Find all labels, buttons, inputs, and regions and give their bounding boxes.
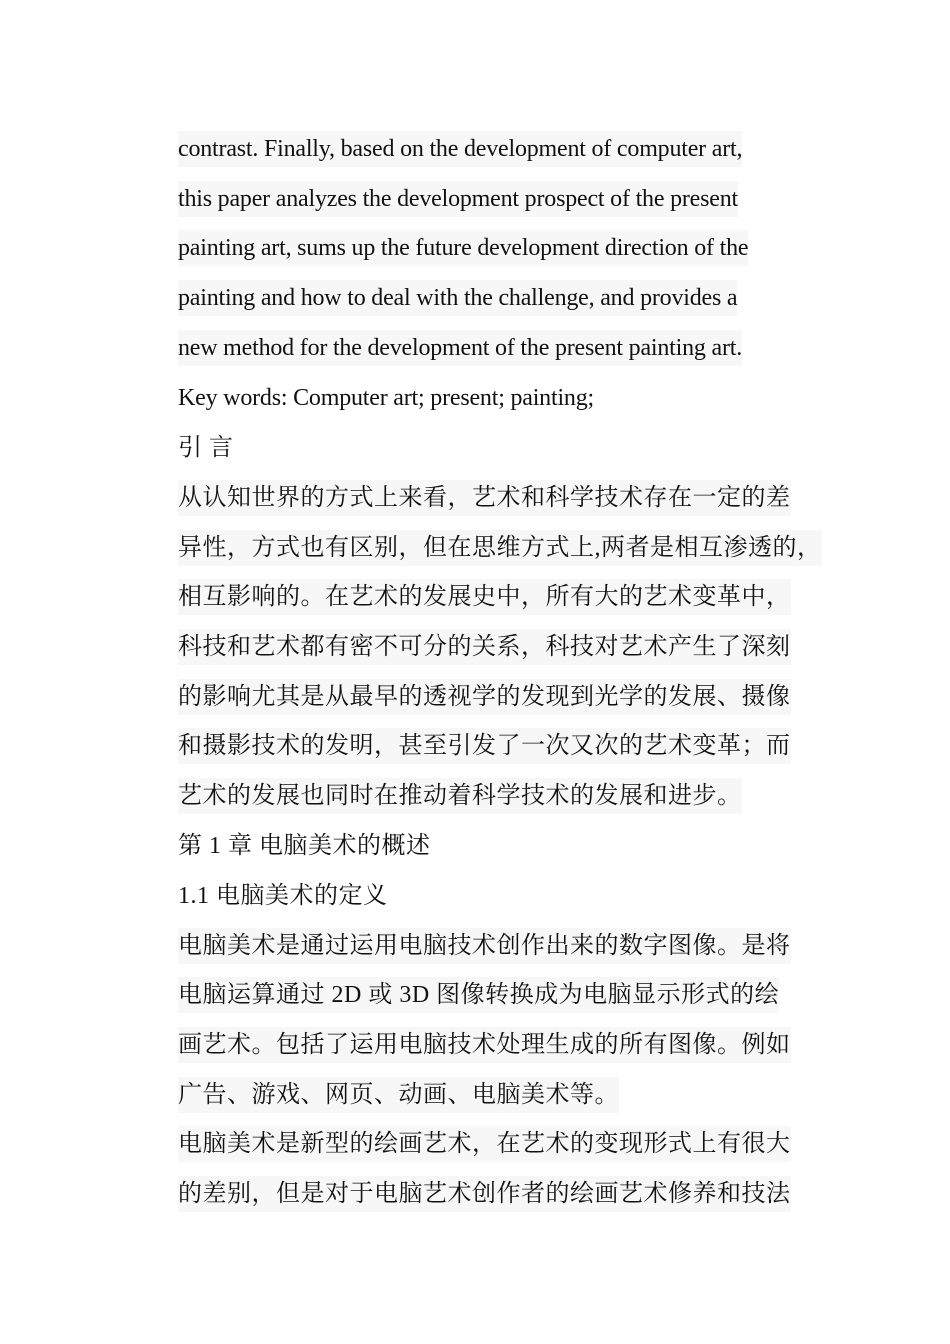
abstract-line: new method for the development of the present painting art. xyxy=(178,330,742,366)
chapter-title: 第 1 章 电脑美术的概述 xyxy=(178,833,431,859)
abstract-line: this paper analyzes the development prospect of the present xyxy=(178,181,738,217)
intro-line: 科技和艺术都有密不可分的关系，科技对艺术产生了深刻 xyxy=(178,629,791,665)
intro-line: 的影响尤其是从最早的透视学的发现到光学的发展、摄像 xyxy=(178,679,791,715)
body-line: 电脑运算通过 2D 或 3D 图像转换成为电脑显示形式的绘 xyxy=(178,977,779,1013)
intro-line: 从认知世界的方式上来看，艺术和科学技术存在一定的差 xyxy=(178,480,791,516)
intro-line: 异性，方式也有区别，但在思维方式上,两者是相互渗透的， xyxy=(178,530,822,566)
body-line: 广告、游戏、网页、动画、电脑美术等。 xyxy=(178,1077,619,1113)
body-line: 画艺术。包括了运用电脑技术处理生成的所有图像。例如 xyxy=(178,1027,791,1063)
intro-line: 相互影响的。在艺术的发展史中，所有大的艺术变革中， xyxy=(178,579,791,615)
keywords: Key words: Computer art; present; painting; xyxy=(178,385,594,411)
abstract-line: contrast. Finally, based on the development of computer art, xyxy=(178,131,742,167)
abstract-line: painting art, sums up the future development direction of the xyxy=(178,230,748,266)
intro-heading: 引 言 xyxy=(178,435,234,461)
body-line: 的差别，但是对于电脑艺术创作者的绘画艺术修养和技法 xyxy=(178,1176,791,1212)
body-line: 电脑美术是新型的绘画艺术，在艺术的变现形式上有很大 xyxy=(178,1126,791,1162)
intro-line: 和摄影技术的发明，甚至引发了一次又次的艺术变革；而 xyxy=(178,728,791,764)
body-line: 电脑美术是通过运用电脑技术创作出来的数字图像。是将 xyxy=(178,928,791,964)
abstract-line: painting and how to deal with the challenge, and provides a xyxy=(178,280,737,316)
section-title: 1.1 电脑美术的定义 xyxy=(178,883,388,909)
intro-line: 艺术的发展也同时在推动着科学技术的发展和进步。 xyxy=(178,778,742,814)
